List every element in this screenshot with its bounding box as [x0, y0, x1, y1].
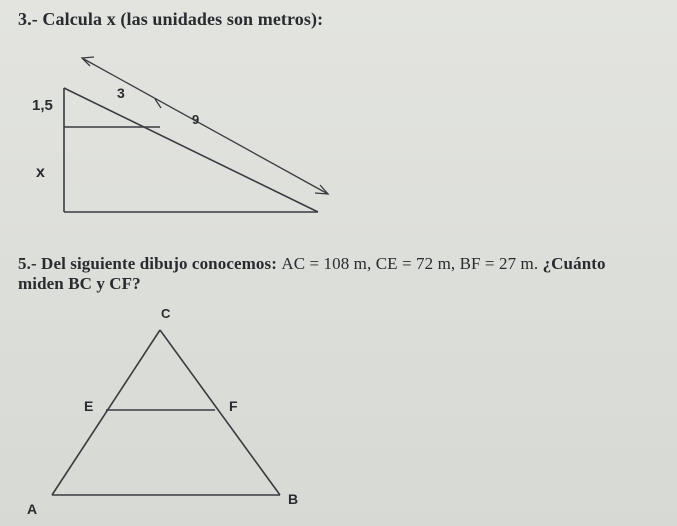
problem-5-intro: 5.- Del siguiente dibujo conocemos:	[18, 254, 277, 273]
vertex-e: E	[84, 398, 94, 414]
vertex-c: C	[161, 306, 171, 321]
vertex-f: F	[229, 398, 238, 414]
problem-3-title: 3.- Calcula x (las unidades son metros):	[18, 9, 324, 29]
label-1-5: 1,5	[32, 97, 53, 114]
label-3: 3	[117, 85, 125, 101]
side-ca	[52, 330, 160, 495]
problem-5-givens: AC = 108 m, CE = 72 m, BF = 27 m.	[281, 254, 539, 273]
label-9: 9	[192, 112, 200, 127]
vertex-a: A	[27, 501, 38, 517]
side-cb	[160, 330, 280, 495]
problem-5-statement	[18, 254, 606, 274]
problem-5-question: miden BC y CF?	[18, 274, 141, 293]
hypotenuse	[64, 88, 318, 212]
length-arrow-line	[82, 58, 328, 194]
vertex-b: B	[288, 491, 299, 507]
problem-5-question-start: ¿Cuánto	[542, 254, 606, 273]
label-x: x	[36, 164, 45, 181]
problem-3-figure	[64, 57, 328, 212]
arrow-head-end	[315, 185, 328, 194]
